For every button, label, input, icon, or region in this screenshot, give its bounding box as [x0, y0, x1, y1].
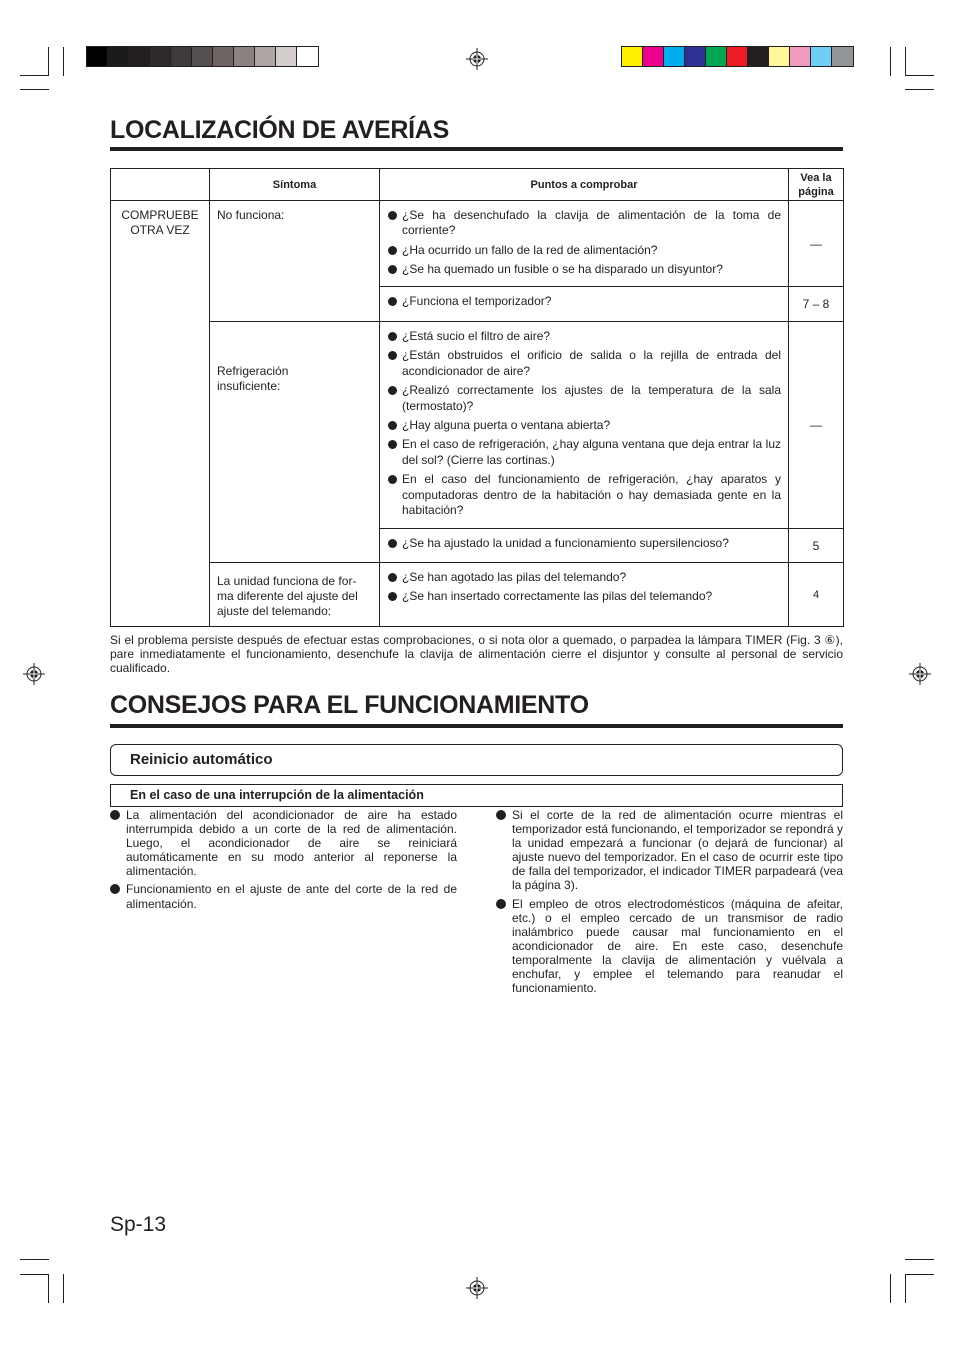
- page-number: Sp-13: [110, 1213, 167, 1236]
- list-item: ¿Hay alguna puerta o ventana abierta?: [387, 418, 781, 433]
- category-cell: [111, 201, 210, 627]
- registration-mark-icon: [466, 48, 488, 70]
- list-item: Funcionamiento en el ajuste de ante del corte de la red de alimentación.: [110, 882, 457, 910]
- process-color-bar: [621, 46, 854, 67]
- list-item: En el caso de refrigeración, ¿hay alguna ventana que deja entrar la luz del sol? (Cierre las cortinas.): [387, 437, 781, 468]
- list-item: La alimentación del acondicionador de aire ha estado interrumpida debido a un corte de la red de alimentación. Luego, el acondicionador de aire se reiniciará automáticamente en su modo anterior al reponerse la alimentación.: [110, 808, 457, 878]
- list-item: ¿Se han agotado las pilas del telemando?: [387, 570, 781, 585]
- page-header: Vea la página: [789, 169, 844, 201]
- list-item: El empleo de otros electrodomésticos (máquina de afeitar, etc.) o el empleo cercado de un transmisor de radio inalámbrico puede causar mal funcionamiento en el acondicionador de aire. En este caso, desenchufe temporalmente la clavija de alimentación y vuélvala a enchufar, y emplee el telemando para reanudar el funcionamiento.: [496, 897, 843, 996]
- page-ref: —: [789, 201, 844, 287]
- color-swatch: [727, 47, 748, 66]
- category-label: COMPRUEBE: [121, 208, 199, 222]
- gray-swatch: [108, 47, 129, 66]
- gray-swatch: [87, 47, 108, 66]
- tips-list-right: [496, 808, 843, 999]
- symptom-cell: La unidad funciona de for- ma diferente del ajuste del ajuste del telemando:: [210, 563, 380, 627]
- checkpoints-header: Puntos a comprobar: [380, 169, 789, 201]
- color-swatch: [832, 47, 853, 66]
- gray-swatch: [297, 47, 318, 66]
- section-heading: Reinicio automático: [130, 751, 273, 768]
- list-item: ¿Se han insertado correctamente las pilas del telemando?: [387, 589, 781, 604]
- symptom-cell: No funciona:: [210, 201, 380, 322]
- category-label: OTRA VEZ: [130, 223, 190, 237]
- color-swatch: [769, 47, 790, 66]
- color-swatch: [622, 47, 643, 66]
- category-header: [111, 169, 210, 201]
- list-item: ¿Están obstruidos el orificio de salida o la rejilla de entrada del acondicionador de aire?: [387, 348, 781, 379]
- gray-swatch: [129, 47, 150, 66]
- troubleshooting-table: [110, 168, 844, 627]
- page-ref: 5: [789, 529, 844, 563]
- list-item: ¿Realizó correctamente los ajustes de la temperatura de la sala (termostato)?: [387, 383, 781, 414]
- checkpoints-cell: [380, 322, 789, 529]
- title-rule: [110, 147, 843, 151]
- gray-swatch: [234, 47, 255, 66]
- registration-mark-icon: [466, 1277, 488, 1299]
- gray-swatch: [192, 47, 213, 66]
- grayscale-color-bar: [86, 46, 319, 67]
- color-swatch: [664, 47, 685, 66]
- checkpoints-cell: [380, 529, 789, 563]
- troubleshooting-note: Si el problema persiste después de efectuar estas comprobaciones, o si nota olor a quemado, o parpadea la lámpara TIMER (Fig. 3 ⑥), pare inmediatamente el funcionamiento, desenchufe la clavija de alimentación cierre el disjuntor y consulte al personal de servicio cualificado.: [110, 633, 843, 676]
- subheading-box: [110, 784, 843, 807]
- table-row: [111, 322, 844, 529]
- symptom-header: Síntoma: [210, 169, 380, 201]
- color-swatch: [748, 47, 769, 66]
- color-swatch: [811, 47, 832, 66]
- registration-mark-icon: [23, 663, 45, 685]
- subheading: En el caso de una interrupción de la alimentación: [130, 788, 424, 802]
- list-item: ¿Funciona el temporizador?: [387, 294, 781, 309]
- registration-mark-icon: [909, 663, 931, 685]
- color-swatch: [643, 47, 664, 66]
- checkpoints-cell: [380, 563, 789, 627]
- gray-swatch: [150, 47, 171, 66]
- section-heading-box: [110, 744, 843, 776]
- gray-swatch: [255, 47, 276, 66]
- list-item: En el caso del funcionamiento de refrigeración, ¿hay aparatos y computadoras dentro de la habitación o hay demasiada gente en la habitación?: [387, 472, 781, 518]
- symptom-cell: Refrigeración insuficiente:: [210, 322, 380, 563]
- table-row: [111, 563, 844, 627]
- table-header-row: [111, 169, 844, 201]
- tips-list-left: [110, 808, 457, 915]
- troubleshooting-title: LOCALIZACIÓN DE AVERÍAS: [110, 116, 449, 144]
- title-rule: [110, 724, 843, 728]
- list-item: ¿Se ha quemado un fusible o se ha disparado un disyuntor?: [387, 262, 781, 277]
- color-swatch: [790, 47, 811, 66]
- page-ref: 4: [789, 563, 844, 627]
- list-item: ¿Se ha ajustado la unidad a funcionamiento supersilencioso?: [387, 536, 781, 551]
- gray-swatch: [276, 47, 297, 66]
- list-item: ¿Ha ocurrido un fallo de la red de alimentación?: [387, 243, 781, 258]
- gray-swatch: [213, 47, 234, 66]
- color-swatch: [685, 47, 706, 66]
- page-ref: 7 – 8: [789, 287, 844, 322]
- page-ref: —: [789, 322, 844, 529]
- list-item: Si el corte de la red de alimentación ocurre mientras el temporizador está funcionando, el temporizador se repondrá y la unidad empezará a funcionar (o dejará de funcionar) al ajuste nuevo del temporizador. En el caso de ocurrir este tipo de falla del temporizador, el indicador TIMER parpadeará (vea la página 3).: [496, 808, 843, 893]
- table-row: [111, 201, 844, 287]
- list-item: ¿Está sucio el filtro de aire?: [387, 329, 781, 344]
- list-item: ¿Se ha desenchufado la clavija de alimentación de la toma de corriente?: [387, 208, 781, 239]
- gray-swatch: [171, 47, 192, 66]
- checkpoints-cell: [380, 287, 789, 322]
- checkpoints-cell: [380, 201, 789, 287]
- color-swatch: [706, 47, 727, 66]
- tips-title: CONSEJOS PARA EL FUNCIONAMIENTO: [110, 691, 589, 719]
